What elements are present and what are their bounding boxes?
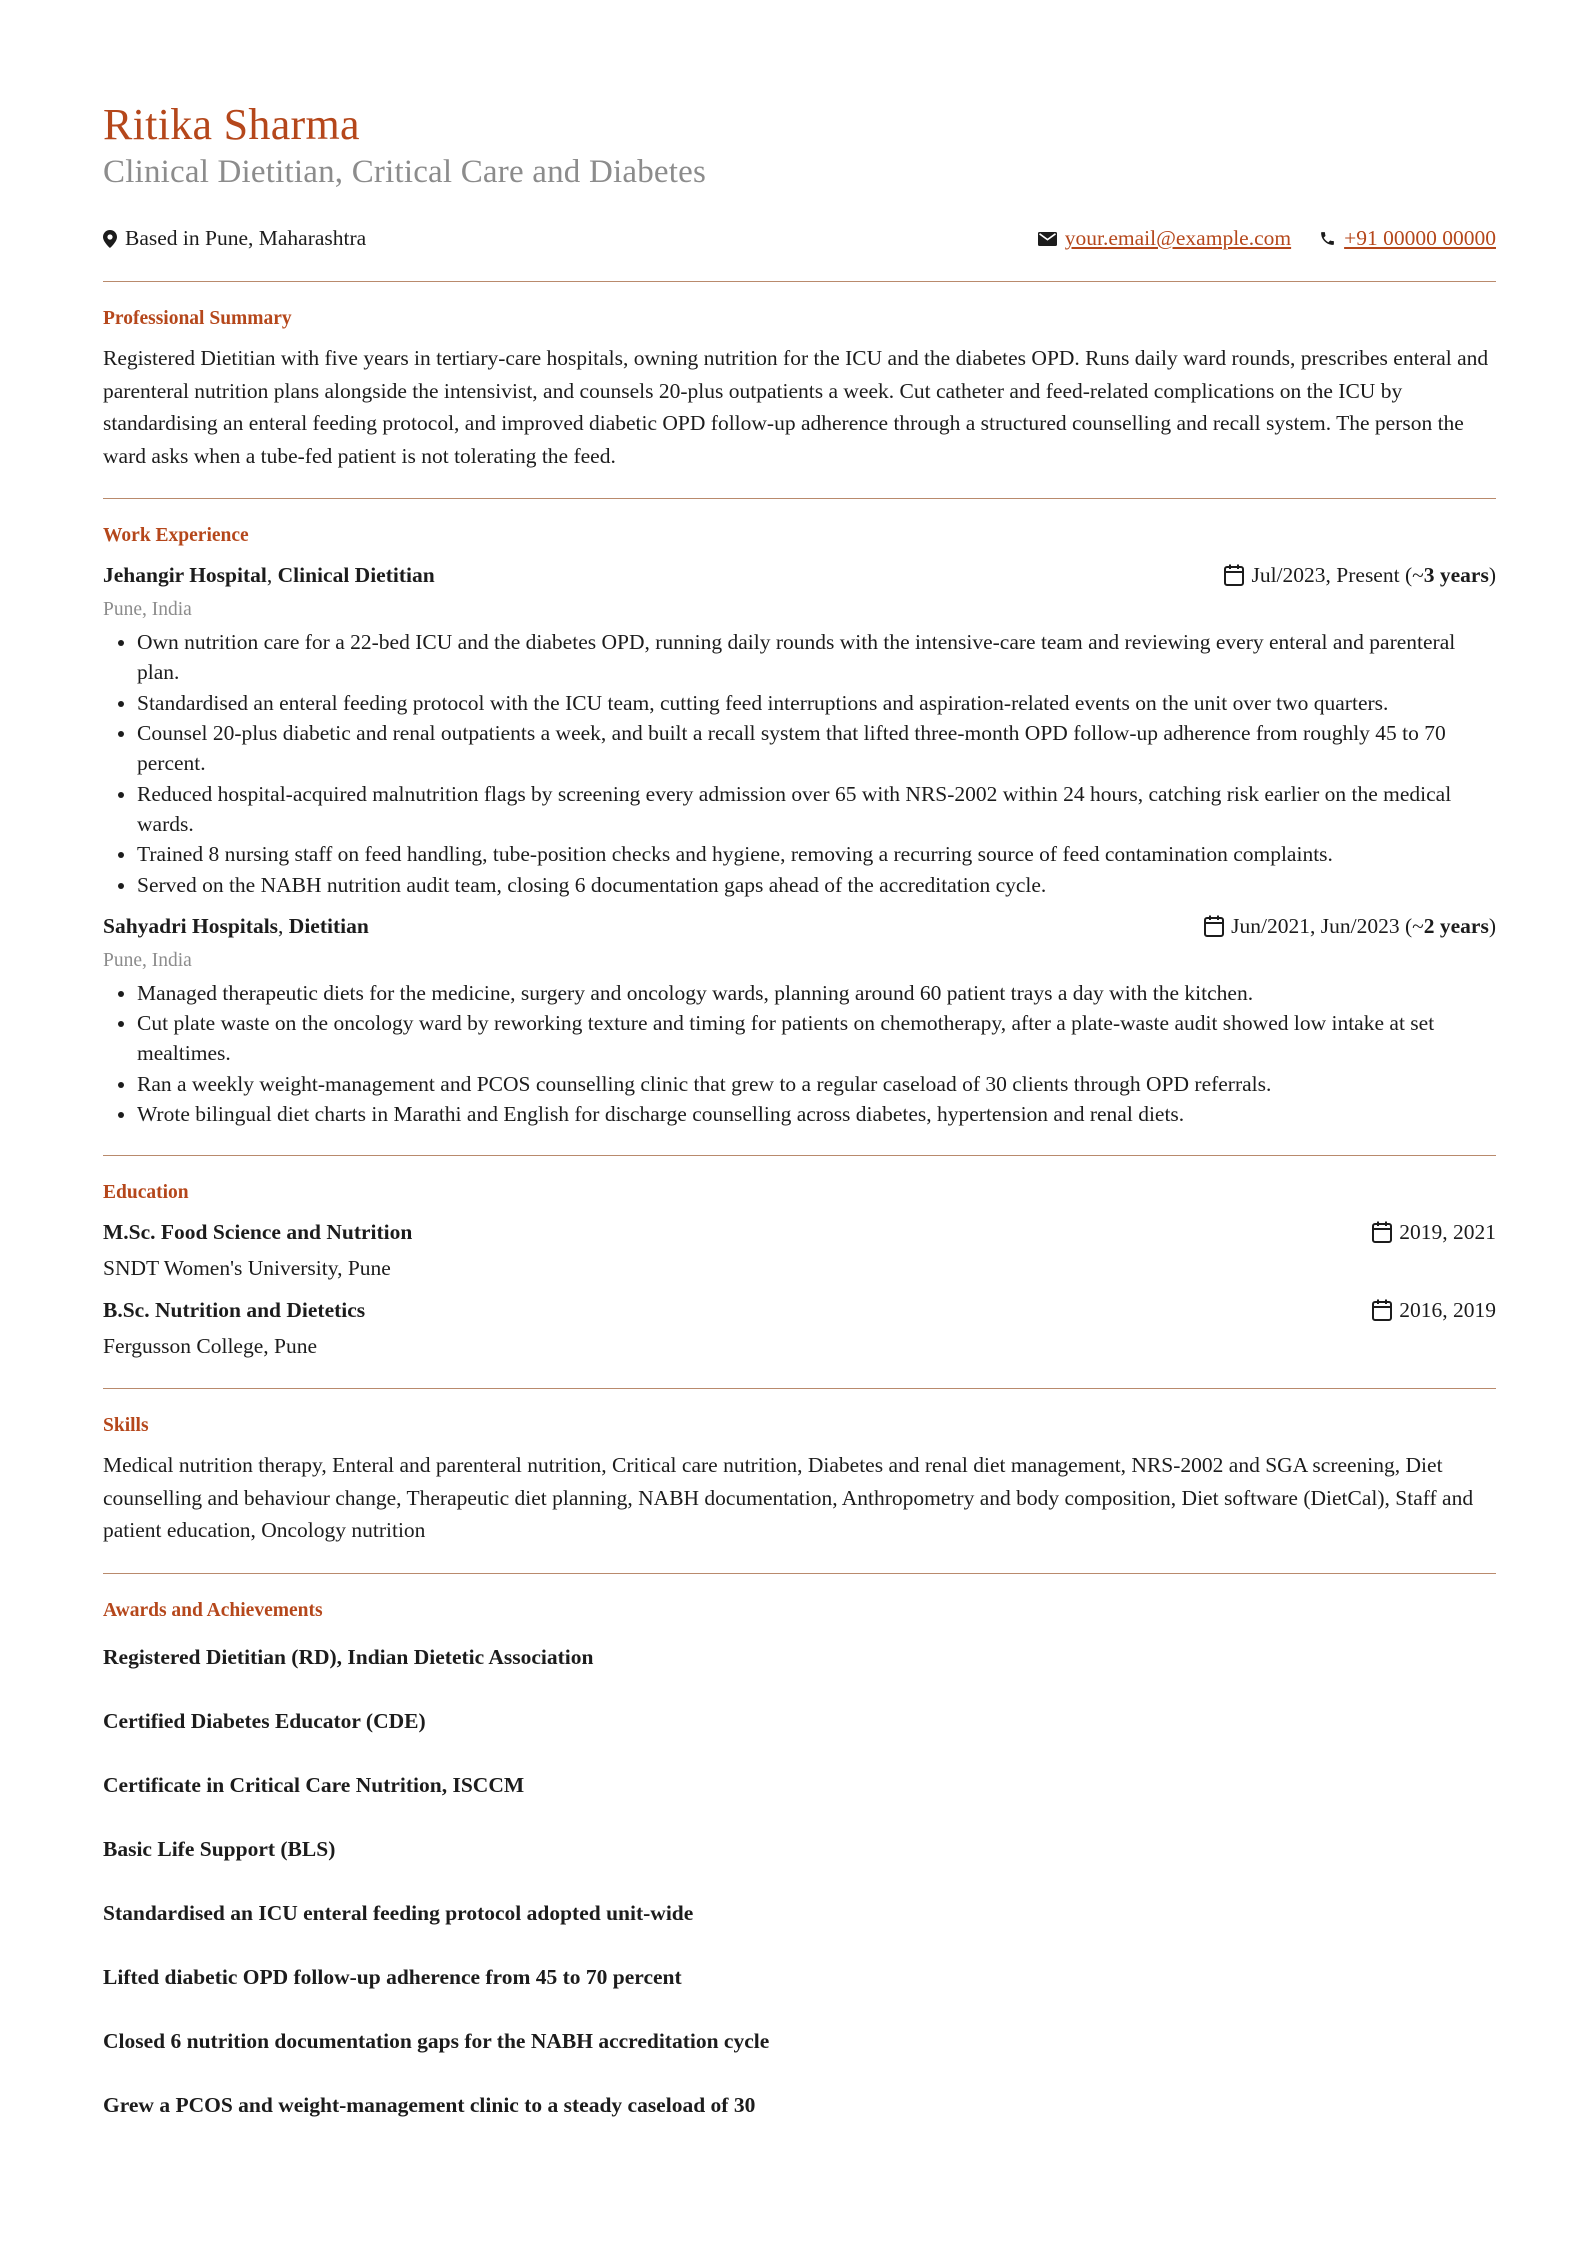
award-item: Grew a PCOS and weight-management clinic to a steady caseload of 30 xyxy=(103,2092,756,2117)
list-item: • Managed therapeutic diets for the medicine, surgery and oncology wards, planning around 60 patient trays a day with the kitchen. xyxy=(137,978,1496,1008)
skills-text: Medical nutrition therapy, Enteral and parenteral nutrition, Critical care nutrition, Diabetes and renal diet management, NRS-2002 and SGA screening, Diet counselling and behaviour change, Therapeutic diet planning, NABH documentation, Anthropometry and body composition, Diet software (DietCal), Staff and patient education, Oncology nutrition xyxy=(103,1453,1474,1543)
job-dates xyxy=(1224,559,1496,591)
list-item: • Wrote bilingual diet charts in Marathi and English for discharge counselling across diabetes, hypertension and renal diets. xyxy=(137,1099,1496,1129)
awards-section xyxy=(103,1574,1496,2146)
job-date-close: ) xyxy=(1488,913,1496,938)
award-item: Certificate in Critical Care Nutrition, ISCCM xyxy=(103,1772,525,1797)
job-bullets xyxy=(103,627,1496,900)
education-date-range: 2016, 2019 xyxy=(1399,1298,1496,1323)
job-location: Pune, India xyxy=(103,949,192,971)
award-item: Standardised an ICU enteral feeding protocol adopted unit-wide xyxy=(103,1900,694,1925)
contact-row xyxy=(103,226,1496,251)
job-title xyxy=(103,559,435,591)
phone-icon xyxy=(1319,230,1336,247)
job-separator: , xyxy=(266,563,278,588)
job-entry xyxy=(103,559,1496,900)
calendar-icon xyxy=(1372,1299,1392,1321)
list-item: • Own nutrition care for a 22-bed ICU and the diabetes OPD, running daily rounds with the intensive-care team and reviewing every enteral and parenteral plan. xyxy=(137,627,1496,688)
education-entry xyxy=(103,1294,1496,1362)
education-degree: B.Sc. Nutrition and Dietetics xyxy=(103,1298,366,1323)
award-item: Basic Life Support (BLS) xyxy=(103,1836,336,1861)
email-item xyxy=(1038,226,1291,251)
resume-page xyxy=(103,100,1496,2146)
job-role: Dietitian xyxy=(288,913,369,938)
calendar-icon xyxy=(1372,1221,1392,1243)
calendar-icon xyxy=(1204,915,1224,937)
map-pin-icon xyxy=(103,230,117,248)
education-date-range: 2019, 2021 xyxy=(1399,1220,1496,1245)
list-item: • Cut plate waste on the oncology ward by reworking texture and timing for patients on chemotherapy, after a plate-waste audit showed low intake at set mealtimes. xyxy=(137,1008,1496,1069)
job-separator: , xyxy=(278,913,289,938)
summary-text: Registered Dietitian with five years in tertiary-care hospitals, owning nutrition for the ICU and the diabetes OPD. Runs daily ward rounds, prescribes enteral and parenteral nutrition plans alongside the intensivist, and counsels 20-plus outpatients a week. Cut catheter and feed-related complications on the ICU by standardising an enteral feeding protocol, and improved diabetic OPD follow-up adherence through a structured counselling and recall system. The person the ward asks when a tube-fed patient is not tolerating the feed. xyxy=(103,346,1489,468)
education-institution: SNDT Women's University, Pune xyxy=(103,1256,391,1281)
experience-title: Work Experience xyxy=(103,525,249,547)
email-link[interactable]: your.email@example.com xyxy=(1064,226,1292,251)
candidate-name: Ritika Sharma xyxy=(103,100,360,149)
phone-link[interactable]: +91 00000 00000 xyxy=(1344,226,1496,251)
skills-section xyxy=(103,1389,1496,1573)
list-item: • Counsel 20-plus diabetic and renal outpatients a week, and built a recall system that lifted three-month OPD follow-up adherence from roughly 45 to 70 percent. xyxy=(137,718,1496,779)
awards-list xyxy=(103,1642,1496,2120)
candidate-headline: Clinical Dietitian, Critical Care and Diabetes xyxy=(103,153,707,190)
education-institution: Fergusson College, Pune xyxy=(103,1334,318,1359)
education-title: Education xyxy=(103,1182,189,1204)
education-degree: M.Sc. Food Science and Nutrition xyxy=(103,1220,413,1245)
list-item: • Trained 8 nursing staff on feed handling, tube-position checks and hygiene, removing a recurring source of feed contamination complaints. xyxy=(137,839,1496,869)
job-bullets xyxy=(103,978,1496,1129)
education-header xyxy=(103,1216,1496,1248)
job-duration: 2 years xyxy=(1423,913,1489,938)
education-dates xyxy=(1372,1294,1496,1326)
job-location: Pune, India xyxy=(103,599,192,621)
experience-section xyxy=(103,499,1496,1155)
location-text: Based in Pune, Maharashtra xyxy=(125,226,367,251)
location-block xyxy=(103,226,366,251)
phone-item xyxy=(1319,226,1496,251)
job-date-range: Jul/2023, Present (~ xyxy=(1251,563,1424,588)
education-entry xyxy=(103,1216,1496,1284)
job-header xyxy=(103,910,1496,942)
job-duration: 3 years xyxy=(1423,563,1489,588)
job-employer: Sahyadri Hospitals xyxy=(103,913,279,938)
award-item: Closed 6 nutrition documentation gaps for the NABH accreditation cycle xyxy=(103,2028,770,2053)
award-item: Certified Diabetes Educator (CDE) xyxy=(103,1708,426,1733)
job-role: Clinical Dietitian xyxy=(277,563,435,588)
list-item: • Served on the NABH nutrition audit team, closing 6 documentation gaps ahead of the accreditation cycle. xyxy=(137,870,1496,900)
award-item: Lifted diabetic OPD follow-up adherence from 45 to 70 percent xyxy=(103,1964,682,1989)
list-item: • Standardised an enteral feeding protocol with the ICU team, cutting feed interruptions and aspiration-related events on the unit over two quarters. xyxy=(137,688,1496,718)
job-title xyxy=(103,910,369,942)
summary-title: Professional Summary xyxy=(103,308,292,330)
job-date-range: Jun/2021, Jun/2023 (~ xyxy=(1231,913,1424,938)
job-date-close: ) xyxy=(1488,563,1496,588)
job-employer: Jehangir Hospital xyxy=(103,563,267,588)
list-item: • Reduced hospital-acquired malnutrition flags by screening every admission over 65 with NRS-2002 within 24 hours, catching risk earlier on the medical wards. xyxy=(137,779,1496,840)
education-dates xyxy=(1372,1216,1496,1248)
skills-title: Skills xyxy=(103,1415,149,1437)
awards-title: Awards and Achievements xyxy=(103,1599,323,1621)
education-header xyxy=(103,1294,1496,1326)
award-item: Registered Dietitian (RD), Indian Dietetic Association xyxy=(103,1644,594,1669)
education-section xyxy=(103,1156,1496,1388)
summary-section xyxy=(103,282,1496,498)
job-dates xyxy=(1204,910,1496,942)
list-item: • Ran a weekly weight-management and PCOS counselling clinic that grew to a regular caseload of 30 clients through OPD referrals. xyxy=(137,1069,1496,1099)
contact-links xyxy=(1038,226,1496,251)
envelope-icon xyxy=(1038,232,1057,246)
job-entry xyxy=(103,910,1496,1129)
calendar-icon xyxy=(1224,564,1244,586)
job-header xyxy=(103,559,1496,591)
